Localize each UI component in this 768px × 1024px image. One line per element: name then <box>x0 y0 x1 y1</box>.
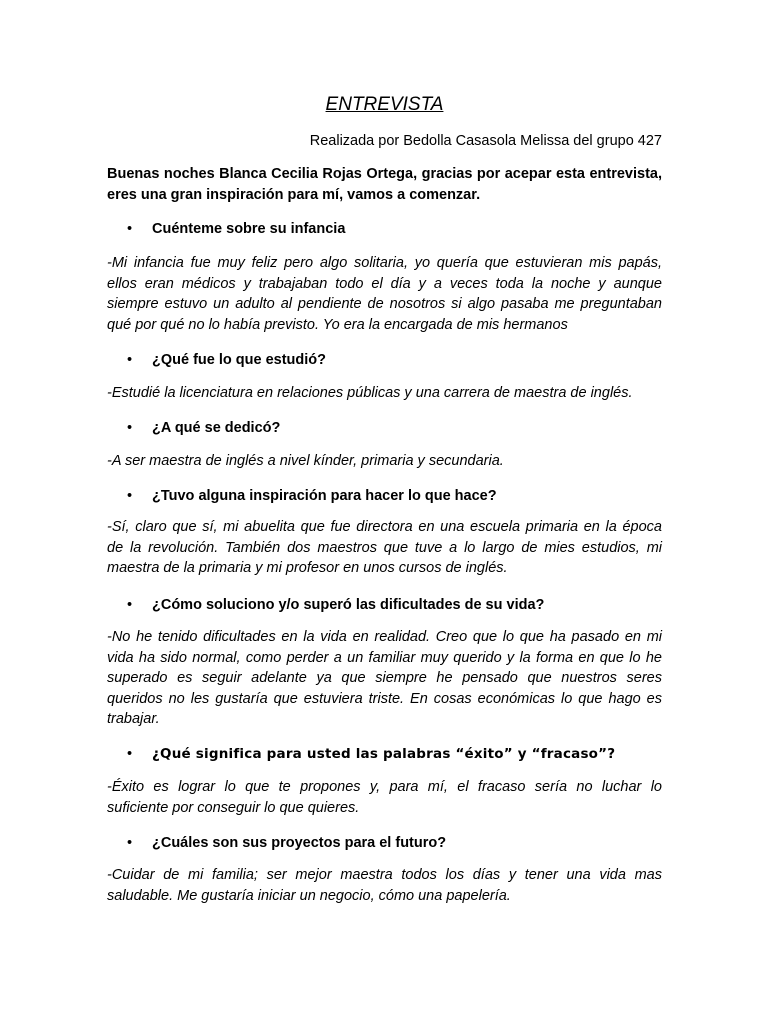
answer-paragraph <box>107 383 662 404</box>
answer-line: suficiente por conseguir lo que quieres. <box>107 799 360 816</box>
answer-line: -Cuidar de mi familia; ser mejor maestra todos los días y tener una vida mas <box>107 867 662 883</box>
greeting-paragraph: Buenas noches Blanca Cecilia Rojas Ortega, gracias por acepar esta entrevista, eres una gran inspiración para mí, vamos a comenzar. <box>107 166 662 203</box>
answer-paragraph <box>107 253 662 335</box>
bullet-icon: • <box>127 746 133 762</box>
answer-line: vida ha sido normal, como perder a un familiar muy querido y la forma en que lo he <box>107 649 662 666</box>
question-text: ¿Qué significa para usted las palabras “éxito” y “fracaso”? <box>152 746 616 762</box>
answer-line: -Estudié la licenciatura en relaciones públicas y una carrera de maestra de inglés. <box>107 385 633 401</box>
author-line: Realizada por Bedolla Casasola Melissa del grupo 427 <box>309 133 662 149</box>
answer-paragraph <box>107 451 662 472</box>
answer-line: ellos eran médicos y trabajaban todo el día y a veces toda la noche y aunque <box>107 275 662 292</box>
answer-line: maestra de la primaria y mi profesor en unos cursos de inglés. <box>107 560 508 577</box>
answer-line: -Mi infancia fue muy feliz pero algo solitaria, yo quería que estuvieran mis papás, <box>107 255 662 271</box>
question-text: ¿Cuáles son sus proyectos para el futuro? <box>152 835 447 851</box>
answer-line: siempre estuvo un adulto al pendiente de nosotros si algo pasaba me preguntaban <box>107 296 662 313</box>
answer-paragraph <box>107 777 662 818</box>
bullet-icon: • <box>127 221 133 237</box>
bullet-icon: • <box>127 420 133 436</box>
bullet-icon: • <box>127 488 133 504</box>
answer-paragraph <box>107 517 662 579</box>
question-text: ¿Cómo soluciono y/o superó las dificultades de su vida? <box>152 597 545 613</box>
bullet-icon: • <box>127 835 133 851</box>
bullet-icon: • <box>127 352 133 368</box>
bullet-icon: • <box>127 597 133 613</box>
answer-line: -Sí, claro que sí, mi abuelita que fue directora en una escuela primaria en la época <box>107 519 662 535</box>
answer-line: -A ser maestra de inglés a nivel kínder, primaria y secundaria. <box>107 453 504 469</box>
answer-line: superado es seguir adelante ya que siempre he pensado que nuestros seres <box>107 670 662 687</box>
question-text: Cuénteme sobre su infancia <box>152 221 346 237</box>
question-text: ¿A qué se dedicó? <box>152 420 281 436</box>
answer-line: -Éxito es lograr lo que te propones y, para mí, el fracaso sería no luchar lo <box>107 779 662 795</box>
answer-line: trabajar. <box>107 711 160 728</box>
document-title: ENTREVISTA <box>325 94 444 115</box>
answer-line: queridos no les gustaría que estuviera triste. En cosas económicas lo que hago es <box>107 690 662 707</box>
question-text: ¿Tuvo alguna inspiración para hacer lo que hace? <box>152 488 497 504</box>
answer-line: qué por qué no lo había previsto. Yo era la encargada de mis hermanos <box>107 316 568 333</box>
answer-paragraph <box>107 627 662 730</box>
question-text: ¿Qué fue lo que estudió? <box>152 352 326 368</box>
answer-line: de la revolución. También dos maestros que tuve a lo largo de mies estudios, mi <box>107 539 662 556</box>
answer-line: saludable. Me gustaría iniciar un negocio, cómo una papelería. <box>107 887 511 904</box>
answer-paragraph <box>107 865 662 906</box>
answer-line: -No he tenido dificultades en la vida en realidad. Creo que lo que ha pasado en mi <box>107 629 662 645</box>
